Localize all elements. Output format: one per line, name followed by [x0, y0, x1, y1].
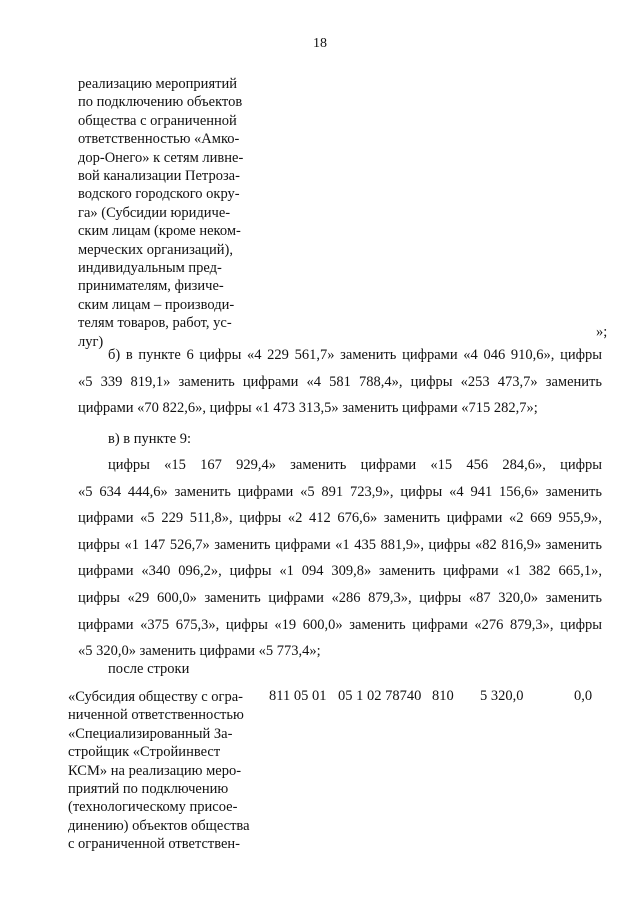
cell-line: водского городского окру- [78, 186, 240, 203]
paragraph-b [78, 342, 602, 422]
after-row-heading: после строки [108, 661, 190, 677]
row-line: приятий по подключению [68, 781, 229, 798]
row-line: (технологическому присое- [68, 799, 238, 816]
cell-line: принимателям, физиче- [78, 278, 224, 295]
row-line: стройщик «Стройинвест [68, 744, 221, 761]
cell-line: общества с ограниченной [78, 112, 237, 129]
paragraph-line: «5 339 819,1» заменить цифрами «4 581 788,4», цифры «253 473,7» заменить [78, 373, 602, 390]
cell-line: вой канализации Петроза- [78, 168, 240, 185]
row-line: ниченной ответственностью [68, 707, 244, 724]
row-line: «Специализированный За- [68, 725, 233, 742]
cell-line: луг) [78, 333, 104, 350]
page-number: 18 [313, 36, 327, 51]
paragraph-line: б) в пункте 6 цифры «4 229 561,7» заменить цифрами «4 046 910,6», цифры [108, 347, 602, 363]
paragraph-line: «5 634 444,6» заменить цифрами «5 891 723,9», цифры «4 941 156,6» заменить [78, 483, 602, 500]
sum-2: 0,0 [574, 688, 593, 704]
cell-line: реализацию мероприятий [78, 76, 237, 92]
paragraph-line: цифры «29 600,0» заменить цифрами «286 879,3», цифры «87 320,0» заменить [78, 589, 602, 606]
sum-1: 5 320,0 [480, 688, 524, 704]
paragraph-line: «5 320,0» заменить цифрами «5 773,4»; [78, 643, 321, 660]
paragraph-line: цифрами «340 096,2», цифры «1 094 309,8» заменить цифрами «1 382 665,1», [78, 563, 602, 580]
cell-line: га» (Субсидии юридиче- [78, 204, 231, 221]
budget-code: 811 05 01 [269, 688, 327, 704]
table-row-description [68, 688, 263, 854]
row-line: с ограниченной ответствен- [68, 836, 241, 853]
closing-quote: »; [596, 324, 608, 340]
paragraph-v-heading: в) в пункте 9: [108, 431, 192, 447]
cell-line: телям товаров, работ, ус- [78, 315, 232, 332]
row-line: динению) объектов общества [68, 817, 250, 834]
cell-line: дор-Онего» к сетям ливне- [78, 149, 244, 166]
paragraph-line: цифры «1 147 526,7» заменить цифрами «1 435 881,9», цифры «82 816,9» заменить [78, 536, 602, 553]
target-article: 05 1 02 78740 [338, 688, 422, 704]
paragraph-line: цифрами «70 822,6», цифры «1 473 313,5» заменить цифрами «715 282,7»; [78, 400, 538, 417]
expense-kind: 810 [432, 688, 454, 704]
cell-line: ским лицам – производи- [78, 296, 235, 313]
cell-line: мерческих организаций), [78, 241, 234, 258]
paragraph-v [78, 452, 602, 665]
cell-line: по подключению объектов [78, 94, 243, 111]
row-line: «Субсидия обществу с огра- [68, 689, 243, 705]
paragraph-line: цифры «15 167 929,4» заменить цифрами «15 456 284,6», цифры [108, 457, 602, 473]
cell-line: индивидуальным пред- [78, 260, 222, 277]
row-line: КСМ» на реализацию меро- [68, 762, 242, 779]
cell-line: ответственностью «Амко- [78, 131, 240, 148]
cell-line: ским лицам (кроме неком- [78, 223, 241, 240]
table-cell-description [78, 75, 273, 351]
paragraph-line: цифрами «375 675,3», цифры «19 600,0» заменить цифрами «276 879,3», цифры [78, 616, 602, 633]
paragraph-line: цифрами «5 229 511,8», цифры «2 412 676,6» заменить цифрами «2 669 955,9», [78, 510, 602, 527]
